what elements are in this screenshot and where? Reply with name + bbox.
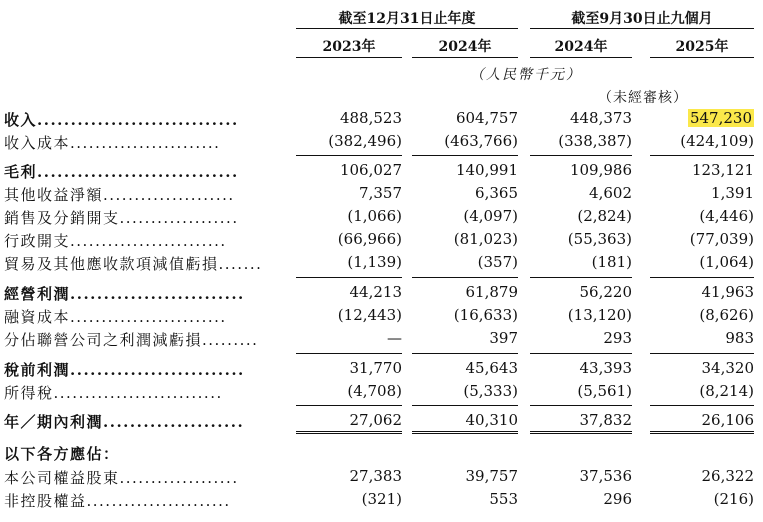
row-value: (8,214) (699, 382, 754, 400)
row-profit-before-tax (0, 359, 763, 381)
subtotal-rule (650, 353, 754, 354)
total-double-rule (296, 431, 402, 437)
row-value: 44,213 (349, 283, 402, 301)
row-non-controlling (0, 490, 763, 512)
row-label: 分佔聯營公司之利潤減虧損......... (4, 331, 259, 349)
row-value: 61,879 (465, 283, 518, 301)
header-year-3-rule (530, 57, 632, 58)
row-label: 稅前利潤.......................... (4, 361, 245, 379)
row-value: (382,496) (328, 132, 402, 150)
row-value: 26,322 (701, 467, 754, 485)
row-label: 本公司權益股東................... (4, 469, 239, 487)
row-cost-of-revenue (0, 132, 763, 154)
row-value: (463,766) (444, 132, 518, 150)
header-year-4: 2025年 (675, 39, 729, 55)
row-value: 488,523 (339, 109, 402, 127)
header-group-fy: 截至12月31日止年度 (338, 11, 476, 27)
row-label: 所得稅........................... (4, 384, 223, 402)
row-value: (12,443) (337, 306, 402, 324)
row-label: 行政開支......................... (4, 232, 227, 250)
unit-note: （人民幣千元） (470, 67, 582, 83)
row-value: (357) (477, 253, 518, 271)
row-value: 31,770 (349, 359, 402, 377)
header-year-2: 2024年 (438, 39, 492, 55)
subtotal-rule (650, 155, 754, 156)
row-label: 收入成本........................ (4, 134, 221, 152)
row-label: 其他收益淨額..................... (4, 186, 235, 204)
row-profit-for-period (0, 411, 763, 433)
row-value: (5,561) (577, 382, 632, 400)
row-value: (424,109) (680, 132, 754, 150)
row-label: 收入.............................. (4, 111, 239, 129)
row-value: (4,097) (463, 207, 518, 225)
subtotal-rule (296, 405, 402, 406)
header-year-4-rule (650, 57, 754, 58)
row-value: 4,602 (589, 184, 632, 202)
row-value: 43,393 (579, 359, 632, 377)
row-value: 39,757 (465, 467, 518, 485)
row-value: 553 (489, 490, 518, 508)
row-gross-profit (0, 161, 763, 183)
header-group-9m-rule (530, 28, 754, 29)
row-value: 7,357 (359, 184, 402, 202)
row-value: 37,832 (579, 411, 632, 429)
row-value: 296 (603, 490, 632, 508)
header-group-fy-rule (296, 28, 518, 29)
row-equity-shareholders (0, 467, 763, 489)
row-value: 293 (603, 329, 632, 347)
row-value: (4,446) (699, 207, 754, 225)
row-income-tax (0, 382, 763, 404)
subtotal-rule (412, 155, 518, 156)
subtotal-rule (650, 405, 754, 406)
total-double-rule (530, 431, 632, 437)
row-share-of-associates (0, 329, 763, 351)
row-finance-costs (0, 306, 763, 328)
row-value: — (387, 329, 402, 347)
header-group-9m: 截至9月30日止九個月 (571, 11, 713, 27)
row-value: (5,333) (463, 382, 518, 400)
subtotal-rule (412, 405, 518, 406)
row-value: (81,023) (453, 230, 518, 248)
row-value: 37,536 (579, 467, 632, 485)
subtotal-rule (530, 353, 632, 354)
row-value: (13,120) (567, 306, 632, 324)
row-value: 106,027 (339, 161, 402, 179)
row-label: 銷售及分銷開支................... (4, 209, 239, 227)
row-value: (66,966) (337, 230, 402, 248)
row-value: 45,643 (465, 359, 518, 377)
row-operating-profit (0, 283, 763, 305)
row-value: (4,708) (347, 382, 402, 400)
subtotal-rule (650, 277, 754, 278)
header-year-1: 2023年 (322, 39, 376, 55)
subtotal-rule (412, 277, 518, 278)
row-value: (1,064) (699, 253, 754, 271)
header-year-2-rule (412, 57, 518, 58)
row-selling-expenses (0, 207, 763, 229)
row-impairment (0, 253, 763, 275)
row-value: 40,310 (465, 411, 518, 429)
subtotal-rule (530, 405, 632, 406)
row-label: 融資成本......................... (4, 308, 227, 326)
row-admin-expenses (0, 230, 763, 252)
row-label: 年／期內利潤..................... (4, 413, 245, 431)
row-label: 經營利潤.......................... (4, 285, 245, 303)
row-value: 27,062 (349, 411, 402, 429)
row-value: 140,991 (455, 161, 518, 179)
row-value: 123,121 (691, 161, 754, 179)
row-value: 26,106 (701, 411, 754, 429)
row-label: 非控股權益....................... (4, 492, 231, 510)
unaudited-note: （未經審核） (598, 90, 688, 106)
row-attributable-heading (0, 443, 763, 465)
row-value: 27,383 (349, 467, 402, 485)
highlighted-value: 547,230 (689, 109, 752, 127)
subtotal-rule (530, 277, 632, 278)
row-value: 604,757 (455, 109, 518, 127)
row-value: 41,963 (701, 283, 754, 301)
row-label: 貿易及其他應收款項減值虧損....... (4, 255, 263, 273)
row-value: 448,373 (569, 109, 632, 127)
row-label: 以下各方應佔： (4, 445, 120, 463)
row-value: 983 (725, 329, 754, 347)
row-value: 6,365 (475, 184, 518, 202)
row-value: (8,626) (699, 306, 754, 324)
total-double-rule (412, 431, 518, 437)
row-revenue (0, 109, 763, 131)
row-value: (181) (591, 253, 632, 271)
row-value: 1,391 (711, 184, 754, 202)
row-value: (55,363) (567, 230, 632, 248)
row-value: (1,139) (347, 253, 402, 271)
row-label: 毛利.............................. (4, 163, 239, 181)
header-year-1-rule (296, 57, 402, 58)
row-value: 34,320 (701, 359, 754, 377)
row-value: (216) (713, 490, 754, 508)
header-year-3: 2024年 (554, 39, 608, 55)
row-value: (16,633) (453, 306, 518, 324)
subtotal-rule (412, 353, 518, 354)
row-value: 56,220 (579, 283, 632, 301)
subtotal-rule (296, 155, 402, 156)
row-value: 397 (489, 329, 518, 347)
row-value: (338,387) (558, 132, 632, 150)
row-value: (321) (361, 490, 402, 508)
row-other-income (0, 184, 763, 206)
row-value: (2,824) (577, 207, 632, 225)
row-value-cell (650, 109, 754, 127)
subtotal-rule (296, 353, 402, 354)
subtotal-rule (296, 277, 402, 278)
total-double-rule (650, 431, 754, 437)
subtotal-rule (530, 155, 632, 156)
row-value: (1,066) (347, 207, 402, 225)
row-value: (77,039) (689, 230, 754, 248)
row-value: 109,986 (569, 161, 632, 179)
